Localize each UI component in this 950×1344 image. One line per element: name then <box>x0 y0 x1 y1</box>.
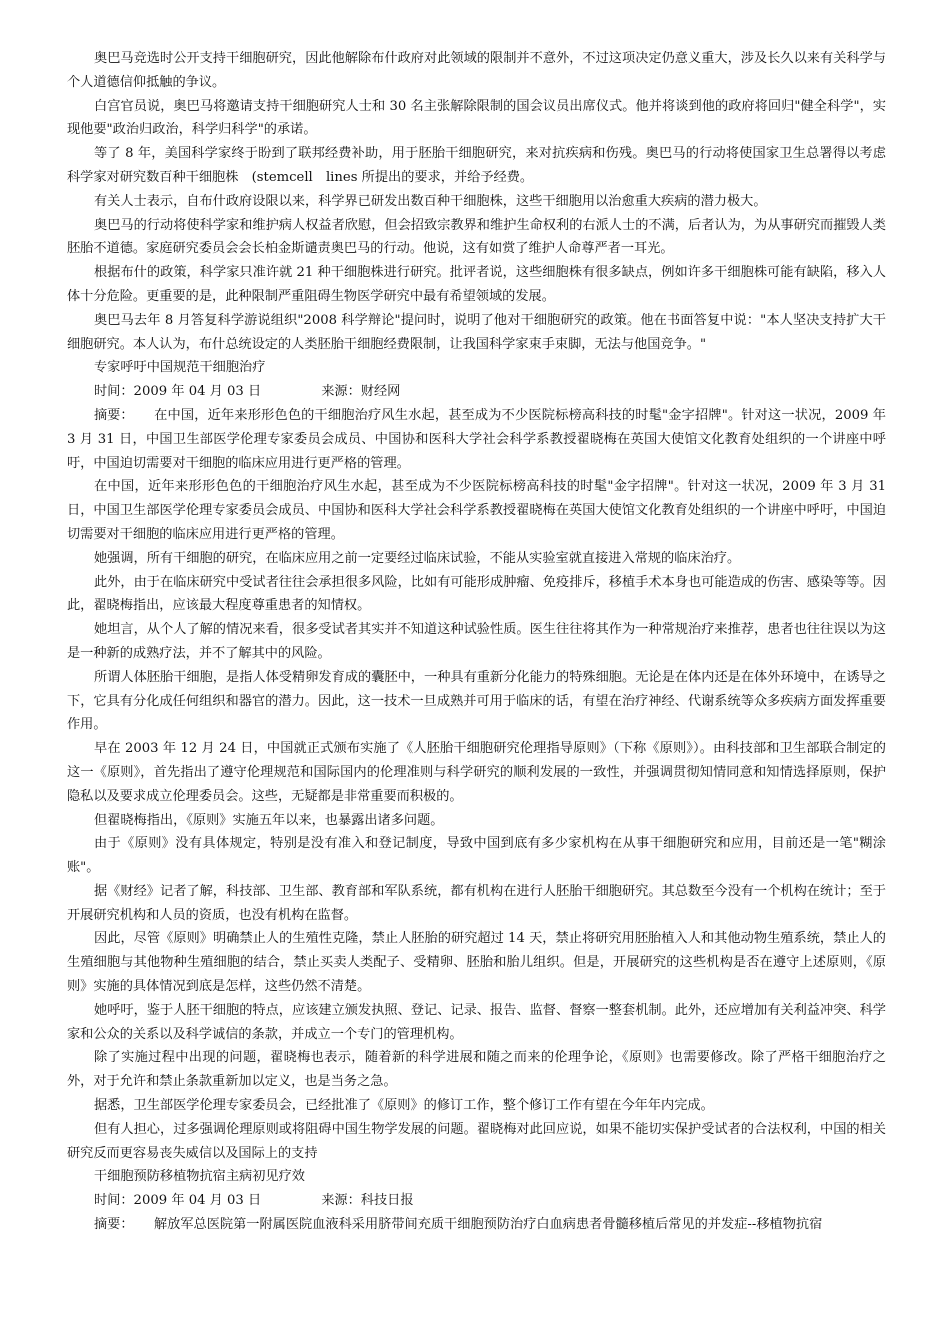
article2-paragraph-9: 据《财经》记者了解，科技部、卫生部、教育部和军队系统，都有机构在进行人胚胎干细胞研究。其总数至今没有一个机构在统计；至于开展研究机构和人员的资质，也没有机构在监督。 <box>67 883 886 923</box>
article1-paragraph-3: 等了 8 年，美国科学家终于盼到了联邦经费补助，用于胚胎干细胞研究，来对抗疾病和伤残。奥巴马的行动将使国家卫生总署得以考虑科学家对研究数百种干细胞株 (stemcell lines 所提出的要求，并给予经费。 <box>67 146 886 185</box>
article3-abstract <box>67 1213 886 1237</box>
article2-paragraph-14: 但有人担心，过多强调伦理原则或将阻碍中国生物学发展的问题。翟晓梅对此回应说，如果不能切实保护受试者的合法权利，中国的相关研究反而更容易丧失威信以及国际上的支持 <box>67 1121 886 1161</box>
article2-paragraph-7: 但翟晓梅指出，《原则》实施五年以来，也暴露出诸多问题。 <box>94 812 444 828</box>
article3-abstract-label: 摘要： <box>94 1217 134 1233</box>
article3-abstract-text: 解放军总医院第一附属医院血液科采用脐带间充质干细胞预防治疗白血病患者骨髓移植后常见的并发症--移植物抗宿 <box>154 1217 823 1233</box>
article2-abstract <box>67 404 886 475</box>
article2-paragraph-10: 因此，尽管《原则》明确禁止人的生殖性克隆，禁止人胚胎的研究超过 14 天，禁止将研究用胚胎植入人和其他动物生殖系统，禁止人的生殖细胞与其他物种生殖细胞的结合，禁止买卖人类配子、受精卵、胚胎和胎儿组织。但是，开展研究的这些机构是否在遵守上述原则，《原则》实施的具体情况到底是怎样，这些仍然不清楚。 <box>67 931 886 995</box>
article2-meta <box>67 380 886 404</box>
article2-paragraph-4: 她坦言，从个人了解的情况来看，很多受试者其实并不知道这种试验性质。医生往往将其作为一种常规治疗来推荐，患者也往往误以为这是一种新的成熟疗法，并不了解其中的风险。 <box>67 622 886 661</box>
article3-meta <box>67 1189 886 1213</box>
article1-paragraph-2: 白宫官员说，奥巴马将邀请支持干细胞研究人士和 30 名主张解除限制的国会议员出席仪式。他并将谈到他的政府将回归"健全科学"，实现他要"政治归政治，科学归科学"的承诺。 <box>67 98 886 138</box>
article2-source: 来源：财经网 <box>321 384 401 400</box>
article2-paragraph-8: 由于《原则》没有具体规定，特别是没有准入和登记制度，导致中国到底有多少家机构在从事干细胞研究和应用，目前还是一笔"糊涂账"。 <box>67 836 886 876</box>
article2-abstract-text: 在中国，近年来形形色色的干细胞治疗风生水起，甚至成为不少医院标榜高科技的时髦"金字招牌"。针对这一状况，2009 年 3 月 31 日，中国卫生部医学伦理专家委员会成员、中国协和医科大学社会科学系教授翟晓梅在英国大使馆文化教育处组织的一个讲座中呼吁，中国迫切需要对干细胞的临床应用进行更严格的管理。 <box>67 407 886 471</box>
article1-paragraph-6: 根据布什的政策，科学家只准许就 21 种干细胞株进行研究。批评者说，这些细胞株有很多缺点，例如许多干细胞株可能有缺陷，移入人体十分危险。更重要的是，此种限制严重阻碍生物医学研究中最有希望领域的发展。 <box>67 265 886 304</box>
article1-paragraph-7: 奥巴马去年 8 月答复科学游说组织"2008 科学辩论"提问时，说明了他对干细胞研究的政策。他在书面答复中说："本人坚决支持扩大干细胞研究。本人认为，布什总统设定的人类胚胎干细胞经费限制，让我国科学家束手束脚，无法与他国竞争。" <box>67 312 886 352</box>
article2-abstract-label: 摘要： <box>94 407 134 423</box>
article2-time: 时间：2009 年 04 月 03 日 <box>94 384 262 400</box>
article2-paragraph-3: 此外，由于在临床研究中受试者往往会承担很多风险，比如有可能形成肿瘤、免疫排斥，移植手术本身也可能造成的伤害、感染等等。因此，翟晓梅指出，应该最大程度尊重患者的知情权。 <box>67 574 886 614</box>
article2-paragraph-11: 她呼吁，鉴于人胚干细胞的特点，应该建立颁发执照、登记、记录、报告、监督、督察一整套机制。此外，还应增加有关利益冲突、科学家和公众的关系以及科学诚信的条款，并成立一个专门的管理机构。 <box>67 1002 886 1042</box>
article1-paragraph-4: 有关人士表示，自布什政府设限以来，科学界已研发出数百种干细胞株，这些干细胞用以治愈重大疾病的潜力极大。 <box>94 193 767 209</box>
article2-paragraph-6: 早在 2003 年 12 月 24 日，中国就正式颁布实施了《人胚胎干细胞研究伦理指导原则》（下称《原则》）。由科技部和卫生部联合制定的这一《原则》，首先指出了遵守伦理规范和国际国内的伦理准则与科学研究的顺利发展的一致性，并强调贯彻知情同意和知情选择原则，保护隐私以及要求成立伦理委员会。这些，无疑都是非常重要而积极的。 <box>67 741 886 804</box>
article3-time: 时间：2009 年 04 月 03 日 <box>94 1193 262 1209</box>
article1-paragraph-5: 奥巴马的行动将使科学家和维护病人权益者欣慰，但会招致宗教界和维护生命权利的右派人士的不满，后者认为，为从事研究而摧毁人类胚胎不道德。家庭研究委员会会长柏金斯谴责奥巴马的行动。他说，这有如赏了维护人命尊严者一耳光。 <box>67 217 886 257</box>
article2-paragraph-12: 除了实施过程中出现的问题，翟晓梅也表示，随着新的科学进展和随之而来的伦理争论，《原则》也需要修改。除了严格干细胞治疗之外，对于允许和禁止条款重新加以定义，也是当务之急。 <box>67 1050 886 1090</box>
article2-paragraph-5: 所谓人体胚胎干细胞，是指人体受精卵发育成的囊胚中，一种具有重新分化能力的特殊细胞。无论是在体内还是在体外环境中，在诱导之下，它具有分化成任何组织和器官的潜力。因此，这一技术一旦成熟并可用于临床的话，有望在治疗神经、代谢系统等众多疾病方面发挥重要作用。 <box>67 669 886 733</box>
article3-title: 干细胞预防移植物抗宿主病初见疗效 <box>94 1169 305 1185</box>
article2-title: 专家呼吁中国规范干细胞治疗 <box>94 360 266 376</box>
article2-paragraph-1: 在中国，近年来形形色色的干细胞治疗风生水起，甚至成为不少医院标榜高科技的时髦"金字招牌"。针对这一状况，2009 年 3 月 31 日，中国卫生部医学伦理专家委员会成员、中国协和医科大学社会科学系教授翟晓梅在英国大使馆文化教育处组织的一个讲座中呼吁，中国迫切需要对干细胞的临床应用进行更严格的管理。 <box>67 479 886 542</box>
article2-paragraph-2: 她强调，所有干细胞的研究，在临床应用之前一定要经过临床试验，不能从实验室就直接进入常规的临床治疗。 <box>94 550 741 566</box>
article3-source: 来源：科技日报 <box>321 1193 414 1209</box>
article2-paragraph-13: 据悉，卫生部医学伦理专家委员会，已经批准了《原则》的修订工作，整个修订工作有望在今年年内完成。 <box>94 1098 714 1114</box>
article1-paragraph-1: 奥巴马竞选时公开支持干细胞研究，因此他解除布什政府对此领域的限制并不意外，不过这项决定仍意义重大，涉及长久以来有关科学与个人道德信仰抵触的争议。 <box>67 51 886 90</box>
